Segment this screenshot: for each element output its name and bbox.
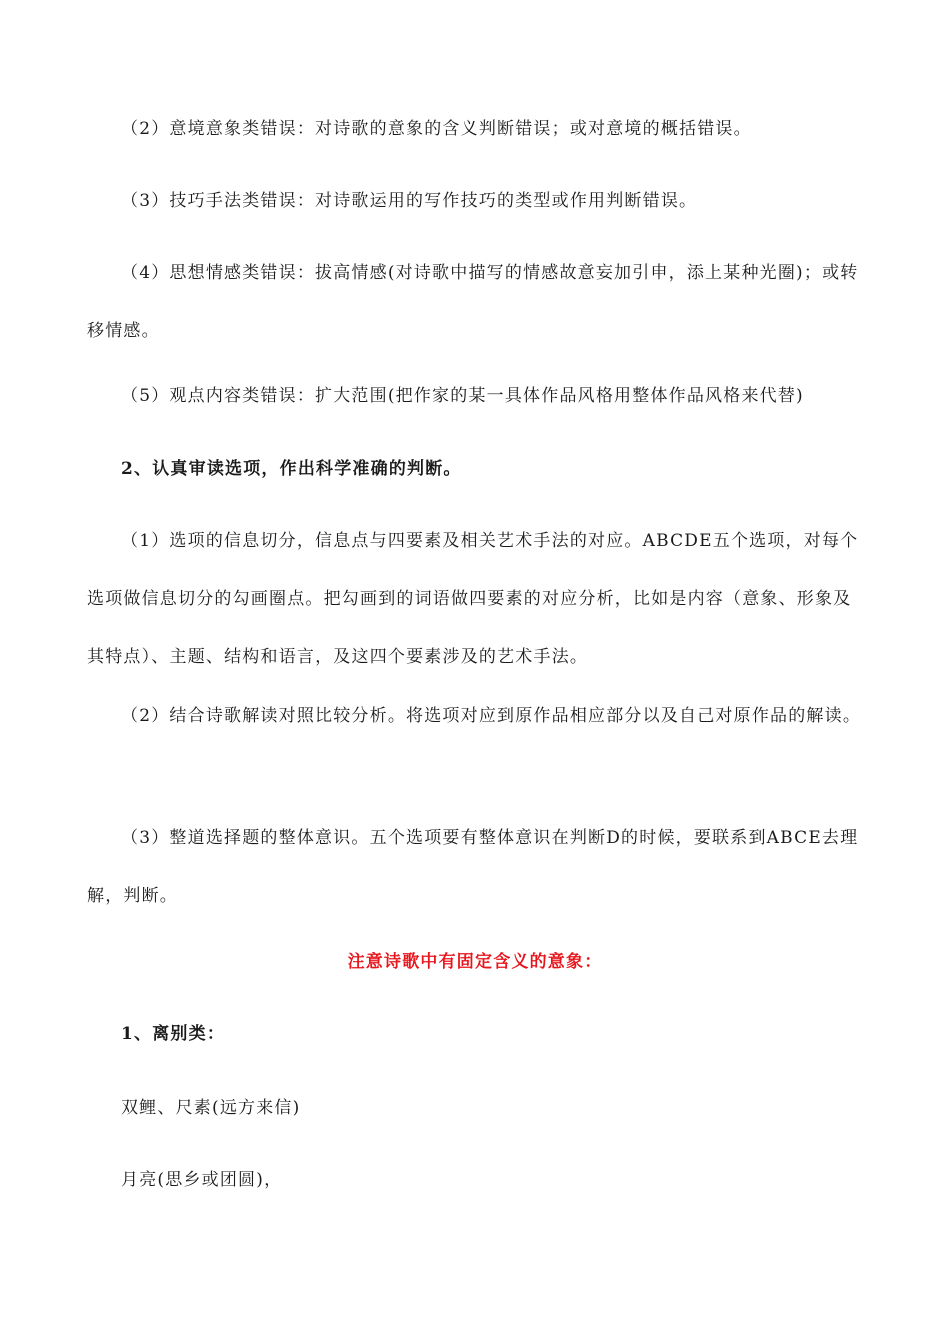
imagery-line-letter: 双鲤、尺素(远方来信): [121, 1098, 301, 1118]
judge-step-2: （2）结合诗歌解读对照比较分析。将选项对应到原作品相应部分以及自己对原作品的解读。: [121, 706, 862, 726]
judge-step-1: （1）选项的信息切分，信息点与四要素及相关艺术手法的对应。ABCDE五个选项，对每个选项做信息切分的勾画圈点。把勾画到的词语做四要素的对应分析，比如是内容（意象、形象及其特点）、主题、结构和语言，及这四个要素涉及的艺术手法。: [87, 531, 859, 667]
imagery-line-moon: 月亮(思乡或团圆)，: [121, 1170, 283, 1190]
judge-step-3: （3）整道选择题的整体意识。五个选项要有整体意识在判断D的时候，要联系到ABCE去理解，判断。: [87, 828, 859, 906]
imagery-subheading-farewell: 1、离别类：: [121, 1024, 226, 1044]
error-type-emotion: （4）思想情感类错误：拔高情感(对诗歌中描写的情感故意妄加引申，添上某种光圈)；或转移情感。: [87, 263, 859, 341]
imagery-section-title: 注意诗歌中有固定含义的意象：: [347, 952, 603, 972]
error-type-technique: （3）技巧手法类错误：对诗歌运用的写作技巧的类型或作用判断错误。: [121, 191, 698, 211]
error-type-imagery: （2）意境意象类错误：对诗歌的意象的含义判断错误；或对意境的概括错误。: [121, 119, 752, 139]
error-type-content: （5）观点内容类错误：扩大范围(把作家的某一具体作品风格用整体作品风格来代替): [121, 386, 804, 406]
section-heading-judge: 2、认真审读选项，作出科学准确的判断。: [121, 459, 462, 479]
